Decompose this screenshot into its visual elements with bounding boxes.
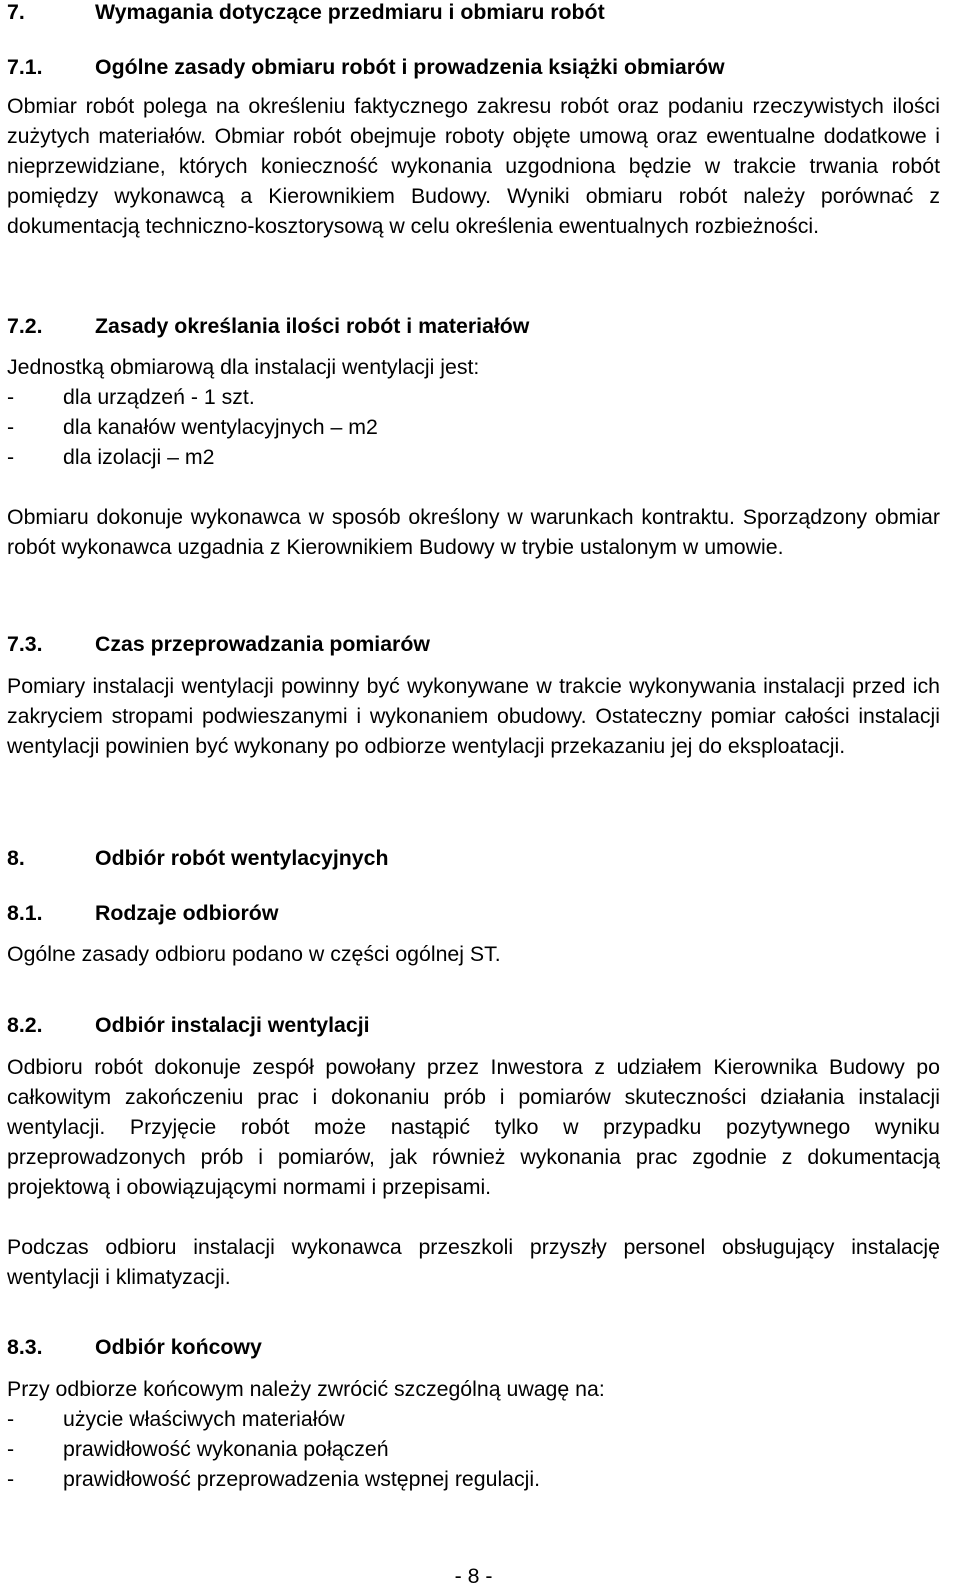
section-heading xyxy=(7,0,940,25)
list-item xyxy=(7,1464,940,1494)
paragraph: Pomiary instalacji wentylacji powinny być wykonywane w trakcie wykonywania instalacji przed ich zakryciem stropami podwieszanymi i wykonaniem obudowy. Ostateczny pomiar całości instalacji wentylacji powinien być wykonany po odbiorze wentylacji przekazaniu jej do eksploatacji. xyxy=(7,674,940,759)
list-item-text: prawidłowość wykonania połączeń xyxy=(63,1437,389,1461)
paragraph: Obmiaru dokonuje wykonawca w sposób określony w warunkach kontraktu. Sporządzony obmiar robót wykonawca uzgadnia z Kierownikiem Budowy w trybie ustalonym w umowie. xyxy=(7,505,940,560)
list-dash: - xyxy=(7,1407,15,1431)
section-heading xyxy=(7,632,940,657)
document-page xyxy=(7,0,940,1596)
section-title: Odbiór instalacji wentylacji xyxy=(95,1013,370,1037)
section-number: 8.1. xyxy=(7,901,43,925)
section-title: Odbiór robót wentylacyjnych xyxy=(95,846,389,870)
list-item-text: prawidłowość przeprowadzenia wstępnej regulacji. xyxy=(63,1467,541,1491)
section-number: 7.1. xyxy=(7,55,43,79)
section-heading xyxy=(7,1013,940,1038)
list-dash: - xyxy=(7,415,15,439)
list-item-text: dla izolacji – m2 xyxy=(63,445,215,469)
list-dash: - xyxy=(7,1437,15,1461)
section-title: Zasady określania ilości robót i materiałów xyxy=(95,314,530,338)
section-title: Czas przeprowadzania pomiarów xyxy=(95,632,430,656)
section-heading xyxy=(7,314,940,339)
section-number: 7. xyxy=(7,0,25,24)
section-heading xyxy=(7,901,940,926)
list-item xyxy=(7,1434,940,1464)
section-number: 8.3. xyxy=(7,1335,43,1359)
paragraph: Przy odbiorze końcowym należy zwrócić szczególną uwagę na: xyxy=(7,1377,605,1401)
section-heading xyxy=(7,1335,940,1360)
page-number: - 8 - xyxy=(454,1564,493,1588)
section-number: 7.2. xyxy=(7,314,43,338)
list-dash: - xyxy=(7,385,15,409)
section-number: 8.2. xyxy=(7,1013,43,1037)
list-item xyxy=(7,442,940,472)
paragraph: Obmiar robót polega na określeniu faktycznego zakresu robót oraz podaniu rzeczywistych ilości zużytych materiałów. Obmiar robót obejmuje roboty objęte umową oraz ewentualne dodatkowe i nieprzewidziane, których konieczność wykonania uzgodniona będzie w trakcie trwania robót pomiędzy wykonawcą a Kierownikiem Budowy. Wyniki obmiaru robót należy porównać z dokumentacją techniczno-kosztorysową w celu określenia ewentualnych rozbieżności. xyxy=(7,94,940,239)
list-item xyxy=(7,382,940,412)
section-number: 8. xyxy=(7,846,25,870)
section-title: Ogólne zasady obmiaru robót i prowadzenia książki obmiarów xyxy=(95,55,725,79)
list-dash: - xyxy=(7,445,15,469)
paragraph: Ogólne zasady odbioru podano w części ogólnej ST. xyxy=(7,942,501,966)
list-item-text: użycie właściwych materiałów xyxy=(63,1407,345,1431)
list-item-text: dla kanałów wentylacyjnych – m2 xyxy=(63,415,378,439)
section-title: Rodzaje odbiorów xyxy=(95,901,279,925)
list-item xyxy=(7,412,940,442)
paragraph: Jednostką obmiarową dla instalacji wentylacji jest: xyxy=(7,355,480,379)
paragraph: Podczas odbioru instalacji wykonawca przeszkoli przyszły personel obsługujący instalację wentylacji i klimatyzacji. xyxy=(7,1235,940,1290)
paragraph: Odbioru robót dokonuje zespół powołany przez Inwestora z udziałem Kierownika Budowy po całkowitym zakończeniu prac i dokonaniu prób i pomiarów skuteczności działania instalacji wentylacji. Przyjęcie robót może nastąpić tylko w przypadku pozytywnego wyniku przeprowadzonych prób i pomiarów, jak również wykonania prac zgodnie z dokumentacją projektową i obowiązującymi normami i przepisami. xyxy=(7,1055,940,1200)
section-number: 7.3. xyxy=(7,632,43,656)
section-heading xyxy=(7,55,940,80)
list-item-text: dla urządzeń - 1 szt. xyxy=(63,385,255,409)
section-title: Wymagania dotyczące przedmiaru i obmiaru robót xyxy=(95,0,605,24)
section-title: Odbiór końcowy xyxy=(95,1335,262,1359)
section-heading xyxy=(7,846,940,871)
list-dash: - xyxy=(7,1467,15,1491)
list-item xyxy=(7,1404,940,1434)
